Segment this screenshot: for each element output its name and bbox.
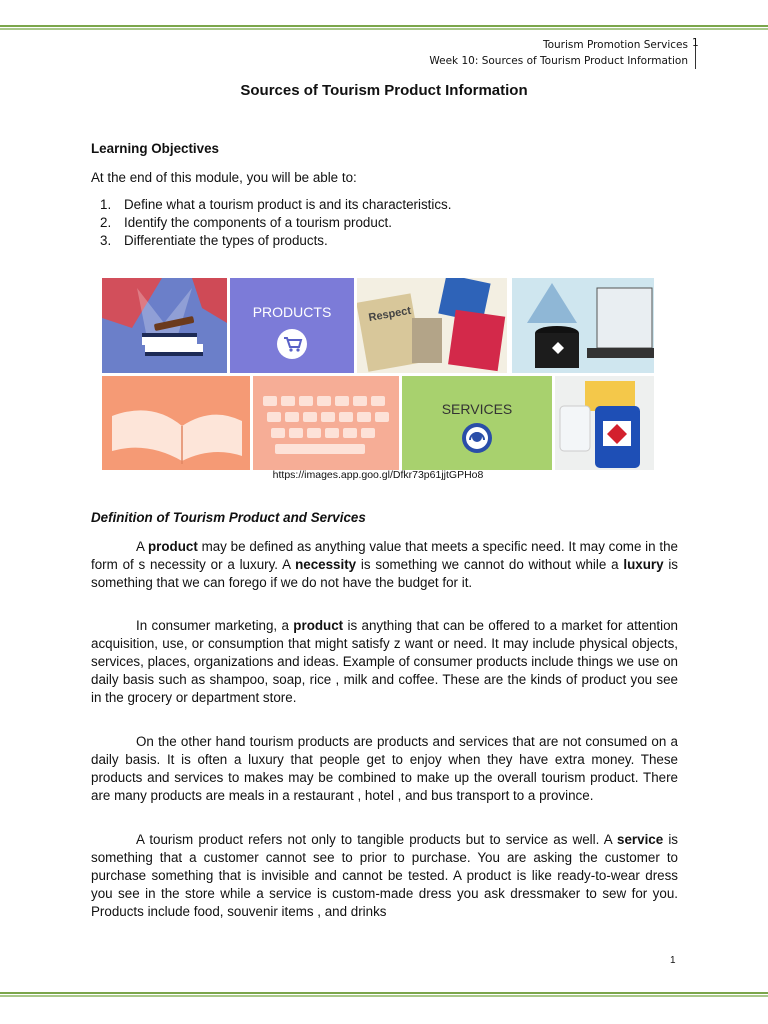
bottom-border [0,992,768,998]
page-title: Sources of Tourism Product Information [240,82,528,99]
footer-page-number: 1 [670,955,676,966]
headset-icon [461,422,493,454]
header-page-number: 1 [692,37,699,49]
respect-text: Respect [367,304,412,325]
objectives-intro: At the end of this module, you will be able to: [91,170,357,185]
list-item: 2. Identify the components of a tourism product. [100,215,392,230]
services-label: SERVICES [441,401,513,417]
paragraph-tourism-products: On the other hand tourism products are products and services that are not consumed on a daily basis. It is often a luxury that people get to enjoy when they have extra money. These products and services to makes may be combined to make up the overall tourism product. There are many products are meals in a restaurant , hotel , and bus transport to a province. [91,734,678,803]
shopping-cart-icon [276,328,308,360]
running-header [429,37,688,69]
image-caption: https://images.app.goo.gl/Dfkr73p61jjtGPHo8 [272,469,484,481]
laptop-barrel-tile [512,278,654,373]
chemical-containers-tile [555,376,654,470]
top-border [0,25,768,31]
objectives-heading: Learning Objectives [91,141,219,156]
list-item: 3. Differentiate the types of products. [100,233,328,248]
keyboard-tile [253,376,399,470]
definition-heading: Definition of Tourism Product and Services [91,510,366,525]
paragraph-product-definition: A product may be defined as anything value that meets a specific need. It may come in the form of s necessity or a luxury. A necessity is something we cannot do without while a luxury is something that we can forego if we do not have the budget for it. [91,539,678,590]
law-books-tile [102,278,227,373]
paragraph-consumer-marketing: In consumer marketing, a product is anything that can be offered to a market for attention acquisition, use, or consumption that might satisfy z want or need. It may include physical objects, services, places, organizations and ideas. Example of consumer products include things we use on daily basis such as shampoo, soap, rice , milk and coffee. These are the kinds of product you see in the grocery or department store. [91,618,678,705]
products-tile [230,278,354,373]
services-tile [402,376,552,470]
header-course: Tourism Promotion Services [542,39,688,51]
header-week: Week 10: Sources of Tourism Product Information [429,55,688,67]
list-item: 1. Define what a tourism product is and its characteristics. [100,197,452,212]
products-services-collage [102,278,654,470]
objectives-list [91,196,451,250]
paragraph-service-definition: A tourism product refers not only to tangible products but to service as well. A service is something that a customer cannot see to prior to purchase. You are asking the customer to purchase something that is invisible and cannot be tested. A product is like ready-to-wear dress you see in the store while a service is custom-made dress you ask dressmaker to sew for you. Products include food, souvenir items , and drinks [91,832,678,919]
book-tile [102,376,250,470]
products-label: PRODUCTS [252,304,332,320]
respect-posters-tile [357,278,507,373]
